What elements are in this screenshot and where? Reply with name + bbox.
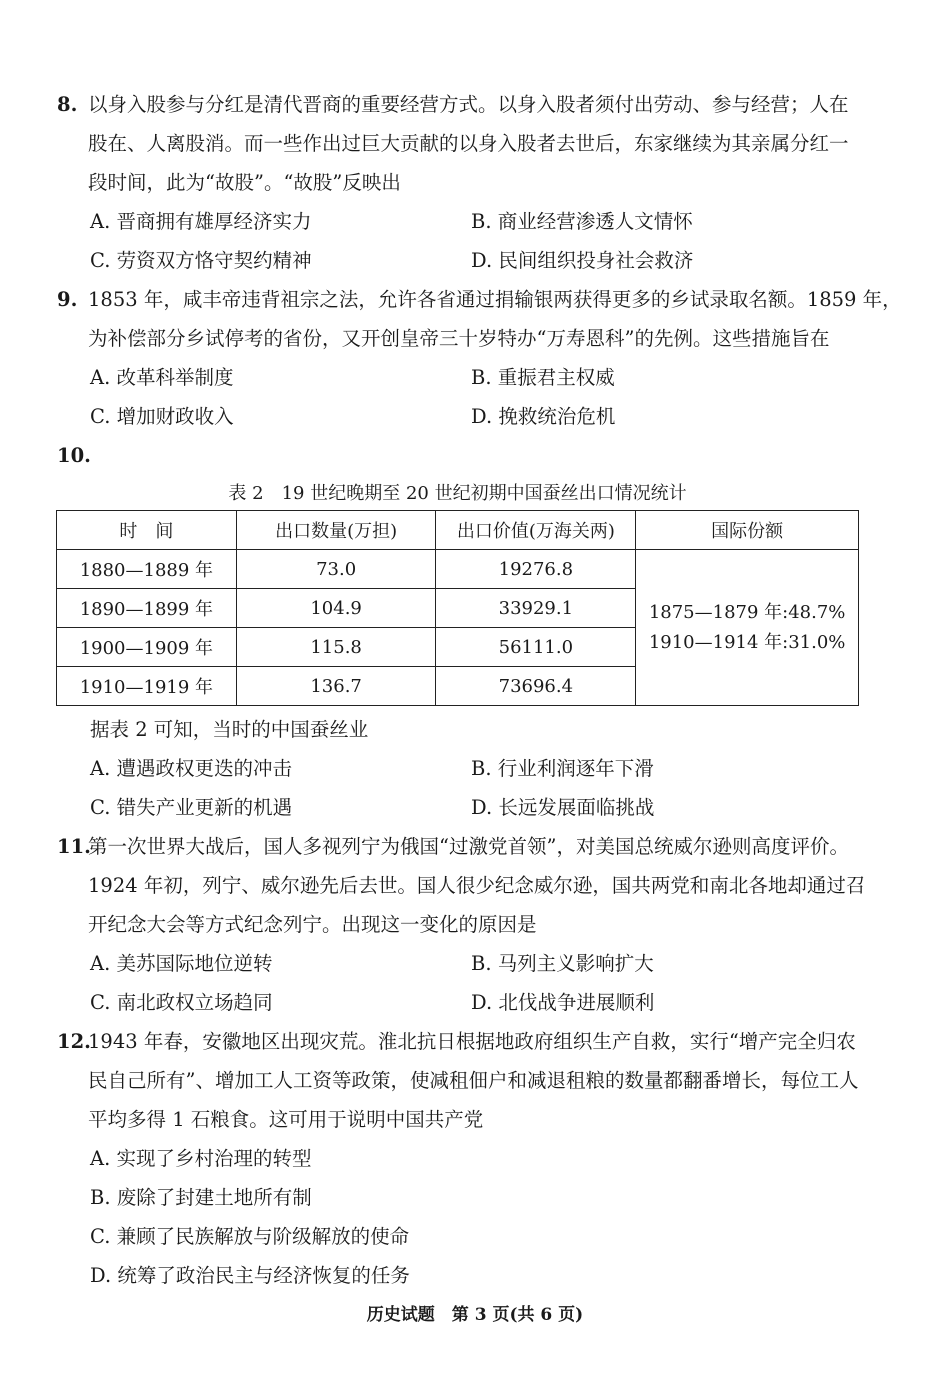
question-8-option-d: D. 民间组织投身社会救济 bbox=[471, 249, 694, 272]
question-10-option-a: A. 遭遇政权更迭的冲击 bbox=[90, 757, 292, 780]
question-10-stem: 据表 2 可知，当时的中国蚕丝业 bbox=[90, 718, 369, 741]
question-11-number: 11. bbox=[57, 835, 91, 858]
question-11-stem-line: 开纪念大会等方式纪念列宁。出现这一变化的原因是 bbox=[88, 913, 537, 936]
table-row bbox=[57, 550, 859, 589]
table-header-cell: 国际份额 bbox=[636, 511, 859, 550]
question-9-option-b: B. 重振君主权威 bbox=[471, 366, 615, 389]
question-11-option-c: C. 南北政权立场趋同 bbox=[90, 991, 273, 1014]
question-12-stem-line: 平均多得 1 石粮食。这可用于说明中国共产党 bbox=[88, 1108, 484, 1131]
table-header-cell: 出口数量(万担) bbox=[236, 511, 436, 550]
question-11-option-b: B. 马列主义影响扩大 bbox=[471, 952, 654, 975]
table-cell-value: 19276.8 bbox=[436, 550, 636, 589]
question-9-option-d: D. 挽救统治危机 bbox=[471, 405, 616, 428]
table-cell-period: 1890—1899 年 bbox=[57, 589, 237, 628]
question-12-stem-line: 1943 年春，安徽地区出现灾荒。淮北抗日根据地政府组织生产自救，实行“增产完全归农 bbox=[88, 1030, 856, 1053]
question-8-stem-line: 段时间，此为“故股”。“故股”反映出 bbox=[88, 171, 401, 194]
question-11-stem-line: 1924 年初，列宁、威尔逊先后去世。国人很少纪念威尔逊，国共两党和南北各地却通过召 bbox=[88, 874, 866, 897]
table-cell-period: 1900—1909 年 bbox=[57, 628, 237, 667]
table-cell-period: 1880—1889 年 bbox=[57, 550, 237, 589]
question-11-option-d: D. 北伐战争进展顺利 bbox=[471, 991, 655, 1014]
table-header-cell: 时 间 bbox=[57, 511, 237, 550]
question-10-option-c: C. 错失产业更新的机遇 bbox=[90, 796, 293, 819]
silk-export-table bbox=[56, 510, 859, 706]
question-12-option-d: D. 统筹了政治民主与经济恢复的任务 bbox=[90, 1264, 410, 1287]
question-11-stem-line: 第一次世界大战后，国人多视列宁为俄国“过激党首领”，对美国总统威尔逊则高度评价。 bbox=[88, 835, 849, 858]
share-line: 1910—1914 年:31.0% bbox=[648, 631, 846, 653]
question-12-number: 12. bbox=[57, 1030, 91, 1053]
question-12-option-a: A. 实现了乡村治理的转型 bbox=[90, 1147, 312, 1170]
question-12-stem-line: 民自己所有”、增加工人工资等政策，使减租佃户和减退租粮的数量都翻番增长，每位工人 bbox=[88, 1069, 859, 1092]
table-cell-value: 56111.0 bbox=[436, 628, 636, 667]
table-cell-quantity: 115.8 bbox=[236, 628, 436, 667]
table-cell-quantity: 136.7 bbox=[236, 667, 436, 706]
question-8-option-a: A. 晋商拥有雄厚经济实力 bbox=[90, 210, 312, 233]
question-9-option-c: C. 增加财政收入 bbox=[90, 405, 234, 428]
page-footer: 历史试题 第 3 页(共 6 页) bbox=[366, 1305, 584, 1325]
question-9-stem-line: 为补偿部分乡试停考的省份，又开创皇帝三十岁特办“万寿恩科”的先例。这些措施旨在 bbox=[88, 327, 830, 350]
question-12-option-b: B. 废除了封建土地所有制 bbox=[90, 1186, 312, 1209]
question-10-option-d: D. 长远发展面临挑战 bbox=[471, 796, 655, 819]
table-cell-quantity: 73.0 bbox=[236, 550, 436, 589]
question-8-number: 8. bbox=[57, 93, 78, 116]
question-8-option-c: C. 劳资双方恪守契约精神 bbox=[90, 249, 312, 272]
question-9-number: 9. bbox=[57, 288, 78, 311]
question-8-stem-line: 以身入股参与分红是清代晋商的重要经营方式。以身入股者须付出劳动、参与经营；人在 bbox=[88, 93, 849, 116]
table-header-row bbox=[57, 511, 859, 550]
question-9-stem-line: 1853 年，咸丰帝违背祖宗之法，允许各省通过捐输银两获得更多的乡试录取名额。1859 年， bbox=[88, 288, 902, 311]
table-caption: 表 2 19 世纪晚期至 20 世纪初期中国蚕丝出口情况统计 bbox=[228, 483, 687, 504]
table-cell-international-share bbox=[636, 550, 859, 706]
table-cell-value: 33929.1 bbox=[436, 589, 636, 628]
table-cell-period: 1910—1919 年 bbox=[57, 667, 237, 706]
question-11-option-a: A. 美苏国际地位逆转 bbox=[90, 952, 273, 975]
table-cell-quantity: 104.9 bbox=[236, 589, 436, 628]
question-12-option-c: C. 兼顾了民族解放与阶级解放的使命 bbox=[90, 1225, 410, 1248]
table-cell-value: 73696.4 bbox=[436, 667, 636, 706]
question-8-option-b: B. 商业经营渗透人文情怀 bbox=[471, 210, 693, 233]
question-10-number: 10. bbox=[57, 444, 91, 467]
question-10-option-b: B. 行业利润逐年下滑 bbox=[471, 757, 654, 780]
question-9-option-a: A. 改革科举制度 bbox=[90, 366, 234, 389]
question-8-stem-line: 股在、人离股消。而一些作出过巨大贡献的以身入股者去世后，东家继续为其亲属分红一 bbox=[88, 132, 849, 155]
share-line: 1875—1879 年:48.7% bbox=[648, 601, 846, 623]
table-header-cell: 出口价值(万海关两) bbox=[436, 511, 636, 550]
